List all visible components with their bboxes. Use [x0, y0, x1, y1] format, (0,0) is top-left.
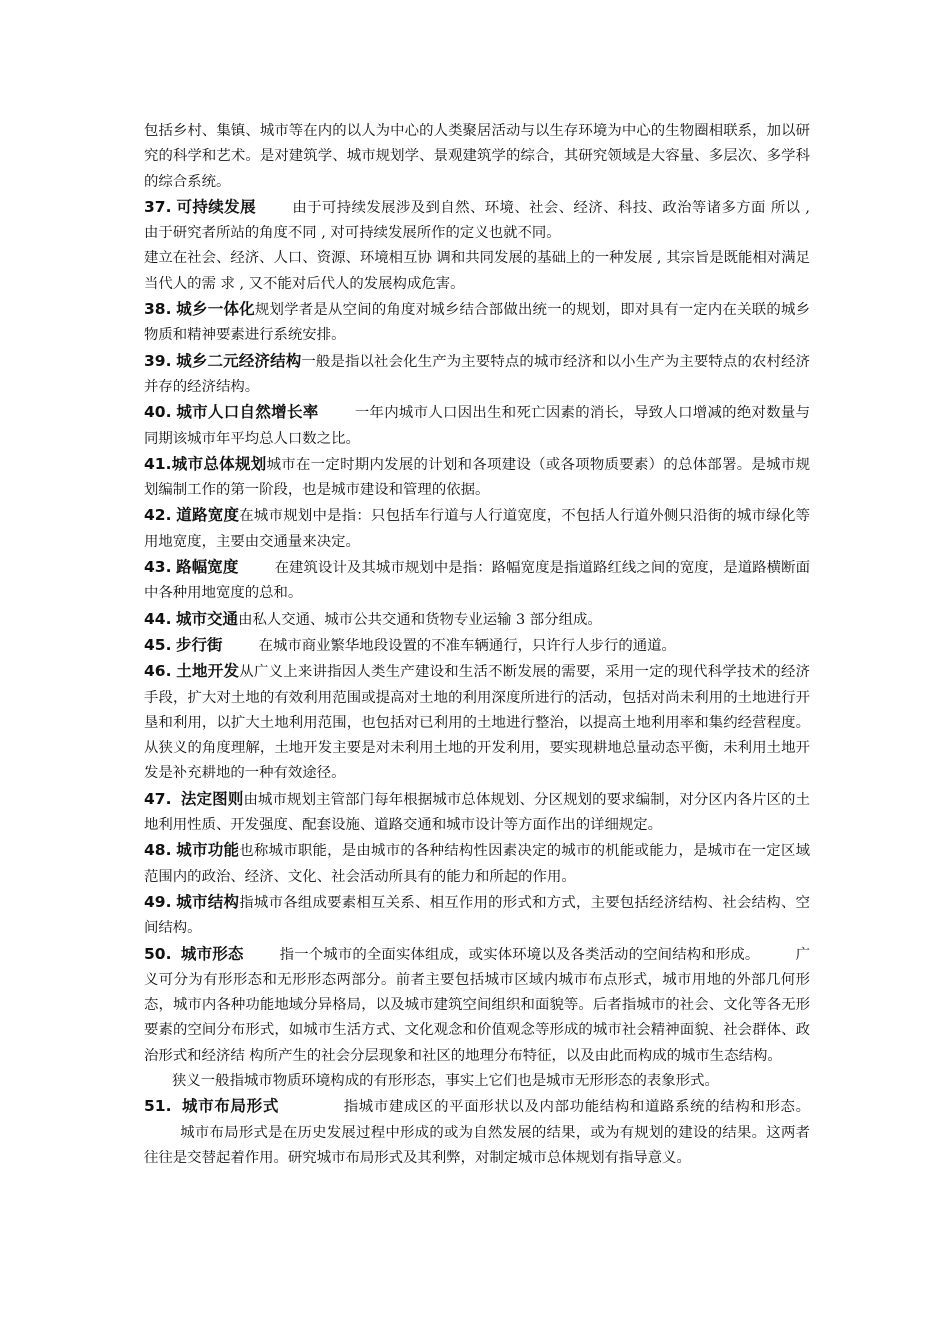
entry-text-continued: 广义可分为有形形态和无形形态两部分。前者主要包括城市区域内城市布点形式，城市用地的外部几何形态，城市内各种功能地域分异格局，以及城市建筑空间组织和面貌等。后者指城市的社会、文化等各无形要素的空间分布形式，如城市生活方式、文化观念和价值观念等形成的城市社会精神面貌、社会群体、政治形式和经济结 构所产生的社会分层现象和社区的地理分布特征，以及由此而构成的城市生态结构。 [144, 946, 810, 1064]
entry-term: 城乡二元经济结构 [176, 351, 302, 370]
entry-number: 50. [144, 944, 172, 963]
entry-number: 44. [144, 609, 172, 628]
entry-term: 城市总体规划 [171, 454, 267, 473]
entry-term: 法定图则 [180, 789, 244, 808]
entry-number: 45. [144, 635, 172, 654]
entry-text: 在城市商业繁华地段设置的不准车辆通行，只许行人步行的通道。 [258, 637, 676, 654]
entry-number: 47. [144, 789, 172, 808]
entry-term: 城市人口自然增长率 [176, 403, 319, 422]
entry-term: 土地开发 [176, 662, 240, 681]
entry-text: 从广义上来讲指因人类生产建设和生活不断发展的需要，采用一定的现代科学技术的经济手段，扩大对土地的有效利用范围或提高对土地的利用深度所进行的活动，包括对尚未利用的土地进行开垦和利用，以扩大土地利用范围，也包括对已利用的土地进行整治，以提高土地利用率和集约经营程度。从狭义的角度理解，土地开发主要是对未利用土地的开发利用，要实现耕地总量动态平衡，未利用土地开发是补充耕地的一种有效途径。 [144, 664, 810, 782]
entry-number: 37. [144, 197, 172, 216]
entry-text: 指城市建成区的平面形状以及内部功能结构和道路系统的结构和形态。 [343, 1099, 810, 1116]
entry-37-extra: 建立在社会、经济、人口、资源、环境相互协 调和共同发展的基础上的一种发展 , 其宗旨是既能相对满足当代人的需 求 , 又不能对后代人的发展构成危害。 [144, 250, 810, 292]
entry-44 [144, 607, 810, 633]
entry-text: 指一个城市的全面实体组成，或实体环境以及各类活动的空间结构和形成。 [279, 946, 760, 963]
entry-47 [144, 787, 810, 839]
entry-50 [144, 942, 810, 1069]
entry-term: 路幅宽度 [176, 558, 239, 577]
entry-number: 51. [144, 1097, 172, 1116]
entry-text: 规划学者是从空间的角度对城乡结合部做出统一的规划，即对具有一定内在关联的城乡物质和精神要素进行系统安排。 [144, 302, 810, 344]
entry-text: 一般是指以社会化生产为主要特点的城市经济和以小生产为主要特点的农村经济并存的经济结构。 [144, 353, 810, 395]
entry-43 [144, 555, 810, 607]
entry-text: 在建筑设计及其城市规划中是指：路幅宽度是指道路红线之间的宽度，是道路横断面中各种用地宽度的总和。 [144, 560, 810, 602]
entry-number: 48. [144, 841, 172, 860]
entry-number: 49. [144, 892, 172, 911]
entry-number: 43. [144, 558, 172, 577]
entry-38 [144, 297, 810, 349]
entry-number: 40. [144, 403, 172, 422]
entry-51 [144, 1094, 810, 1171]
entry-text: 一年内城市人口因出生和死亡因素的消长，导致人口增减的绝对数量与同期该城市年平均总人口数之比。 [144, 405, 810, 447]
entry-text: 城市在一定时期内发展的计划和各项建设（或各项物质要素）的总体部署。是城市规划编制工作的第一阶段，也是城市建设和管理的依据。 [144, 456, 810, 499]
entry-text: 在城市规划中是指：只包括车行道与人行道宽度，不包括人行道外侧只沿街的城市绿化等用地宽度，主要由交通量来决定。 [144, 508, 810, 550]
entry-50-narrow-sense: 狭义一般指城市物质环境构成的有形形态，事实上它们也是城市无形形态的表象形式。 [172, 1072, 719, 1089]
entry-39 [144, 349, 810, 401]
entry-text: 由于可持续发展涉及到自然、环境、社会、经济、科技、政治等诸多方面 所以 , 由于研究者所站的角度不同 , 对可持续发展所作的定义也就不同。 [144, 199, 810, 242]
entry-40 [144, 400, 810, 452]
entry-number: 41. [144, 454, 172, 473]
entry-42 [144, 503, 810, 555]
entry-term: 可持续发展 [176, 197, 256, 216]
entry-term: 城市交通 [176, 609, 239, 628]
entry-49 [144, 890, 810, 942]
entry-number: 46. [144, 662, 172, 681]
entry-46 [144, 659, 810, 786]
entry-number: 42. [144, 506, 172, 525]
entry-term: 道路宽度 [176, 506, 240, 525]
entry-37 [144, 195, 810, 247]
entry-term: 城市功能 [176, 841, 240, 860]
entry-text: 由私人交通、城市公共交通和货物专业运输 3 部分组成。 [238, 611, 602, 628]
entry-41 [144, 452, 810, 504]
entry-text: 指城市各组成要素相互关系、相互作用的形式和方式，主要包括经济结构、社会结构、空间结构。 [144, 894, 810, 937]
entry-text: 也称城市职能，是由城市的各种结构性因素决定的城市的机能或能力，是城市在一定区域范围内的政治、经济、文化、社会活动所具有的能力和所起的作用。 [144, 843, 810, 885]
intro-paragraph: 包括乡村、集镇、城市等在内的以人为中心的人类聚居活动与以生存环境为中心的生物圈相联系，加以研究的科学和艺术。是对建筑学、城市规划学、景观建筑学的综合，其研究领域是大容量、多层次、多学科的综合系统。 [144, 123, 810, 190]
entry-45 [144, 633, 810, 659]
entry-text: 由城市规划主管部门每年根据城市总体规划、分区规划的要求编制，对分区内各片区的土地利用性质、开发强度、配套设施、道路交通和城市设计等方面作出的详细规定。 [144, 791, 810, 834]
entry-number: 39. [144, 351, 172, 370]
entry-term: 城市形态 [180, 944, 244, 963]
entry-48 [144, 838, 810, 890]
entry-term: 城市结构 [176, 892, 240, 911]
entry-text-continued: 城市布局形式是在历史发展过程中形成的或为自然发展的结果，或为有规划的建设的结果。这两者往往是交替起着作用。研究城市布局形式及其利弊，对制定城市总体规划有指导意义。 [144, 1124, 810, 1166]
entry-term: 城市布局形式 [181, 1097, 280, 1116]
entry-term: 城乡一体化 [176, 300, 255, 319]
entry-number: 38. [144, 300, 172, 319]
entry-term: 步行街 [176, 635, 223, 654]
